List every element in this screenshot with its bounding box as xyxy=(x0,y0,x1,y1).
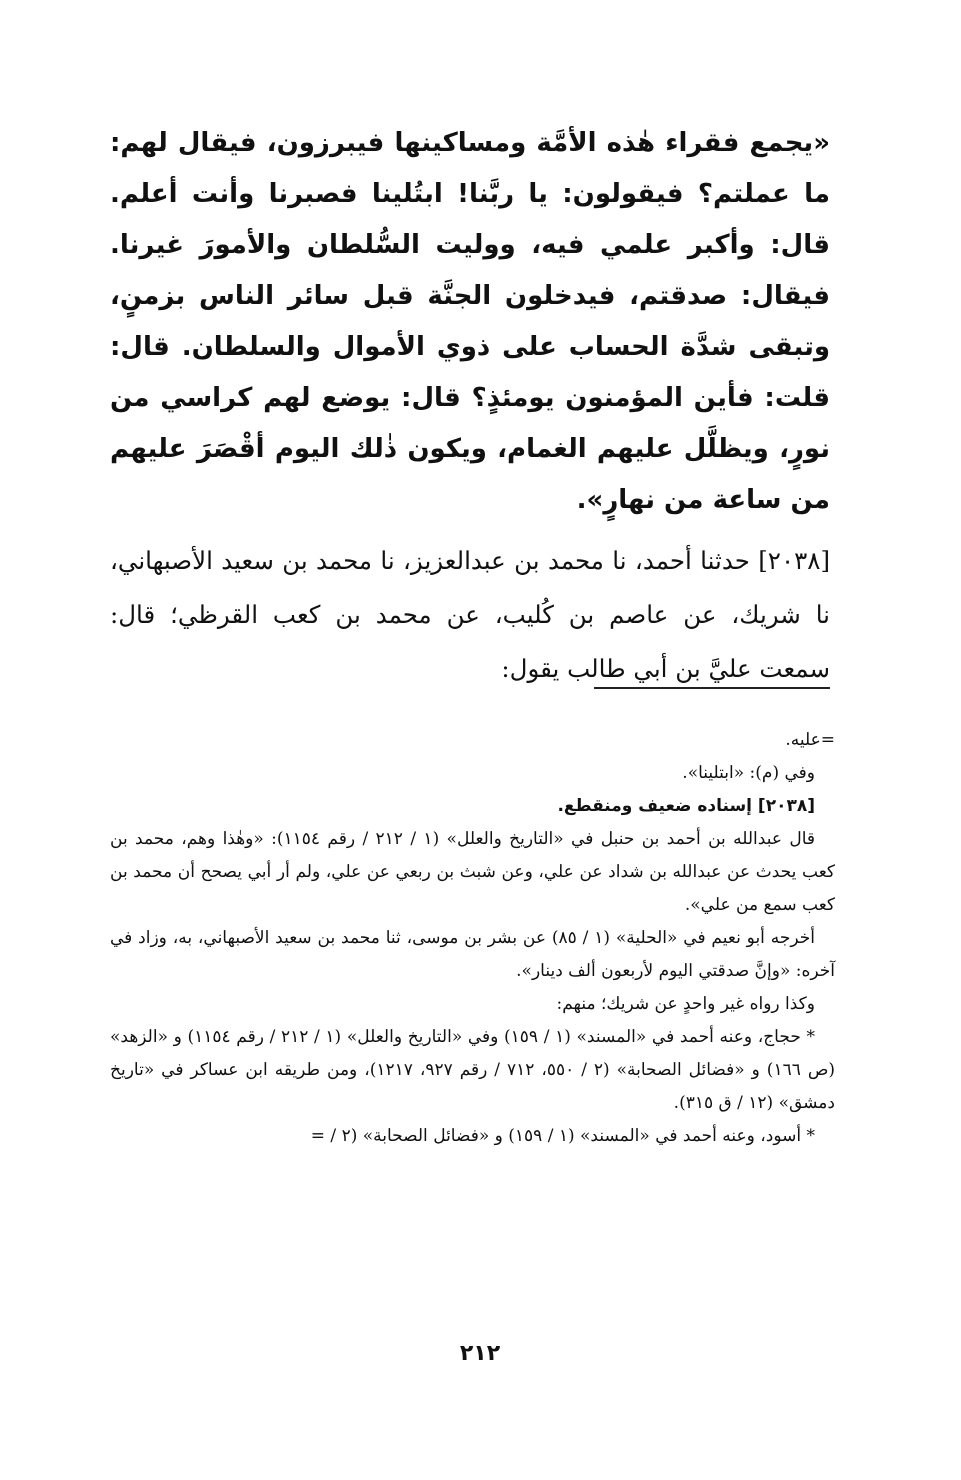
hadith-text: «يجمع فقراء هٰذه الأمَّة ومساكينها فيبرزون، فيقال لهم: ما عملتم؟ فيقولون: يا ربَّنا! ابتُلينا فصبرنا وأنت أعلم. قال: وأكبر علمي فيه، ووليت السُّلطان والأمورَ غيرنا. فيقال: صدقتم، فيدخلون الجنَّة قبل سائر الناس بزمنٍ، وتبقى شدَّة الحساب على ذوي الأموال والسلطان. قال: قلت: فأين المؤمنون يومئذٍ؟ قال: يوضع لهم كراسي من نورٍ، ويظلَّل عليهم الغمام، ويكون ذٰلك اليوم أقْصَرَ عليهم من ساعة من نهارٍ». xyxy=(110,128,830,515)
footnote-paragraph: * حجاج، وعنه أحمد في «المسند» (١ / ١٥٩) وفي «التاريخ والعلل» (١ / ٢١٢ / رقم ١١٥٤) و «الزهد» (ص ١٦٦) و «فضائل الصحابة» (٢ / ٥٥٠، ٧١٢ / رقم ٩٢٧، ١٢١٧)، ومن طريقه ابن عساكر في «تاريخ دمشق» (١٢ / ق ٣١٥). xyxy=(110,1027,836,1113)
footnote-continuation: =عليه. xyxy=(785,730,835,750)
isnad-text: [٢٠٣٨] حدثنا أحمد، نا محمد بن عبدالعزيز، نا محمد بن سعيد الأصبهاني، نا شريك، عن عاصم بن كُليب، عن محمد بن كعب القرظي؛ قال: سمعت عليَّ بن أبي طالب يقول: xyxy=(110,546,830,683)
footnote-paragraph: قال عبدالله بن أحمد بن حنبل في «التاريخ والعلل» (١ / ٢١٢ / رقم ١١٥٤): «وهٰذا وهم، محمد بن كعب يحدث عن عبدالله بن شداد عن علي، وعن شبث بن ربعي عن علي، ولم أر أبي يصحح أن محمد بن كعب سمع من علي». xyxy=(110,829,835,915)
footnote-paragraph: أخرجه أبو نعيم في «الحلية» (١ / ٨٥) عن بشر بن موسى، ثنا محمد بن سعيد الأصبهاني، به، وزاد في آخره: «وإنَّ صدقتي اليوم لأربعون ألف دينار». xyxy=(110,928,835,981)
main-text xyxy=(110,118,830,696)
footnotes xyxy=(110,724,835,1153)
footnote-paragraph: وكذا رواه غير واحدٍ عن شريك؛ منهم: xyxy=(556,994,815,1014)
footnote-variant-note: وفي (م): «ابتلينا». xyxy=(682,763,815,783)
page-number: ٢١٢ xyxy=(459,1341,501,1366)
footnote-paragraph: * أسود، وعنه أحمد في «المسند» (١ / ١٥٩) و «فضائل الصحابة» (٢ / = xyxy=(310,1126,815,1146)
footnote-separator xyxy=(594,687,830,689)
footnote-grading: [٢٠٣٨] إسناده ضعيف ومنقطع. xyxy=(557,796,815,816)
